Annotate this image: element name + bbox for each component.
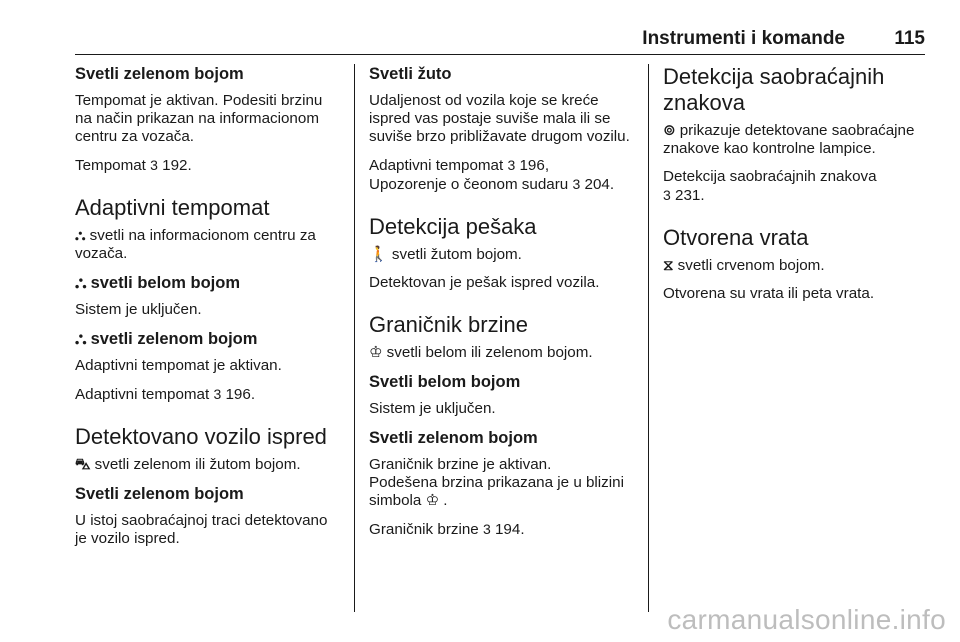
watermark: carmanualsonline.info [667, 604, 946, 635]
paragraph [75, 156, 343, 175]
traffic-sign-icon: ⊚ [663, 122, 676, 139]
text: Tempomat [75, 157, 151, 174]
text: Adaptivni tempomat [75, 386, 214, 403]
paragraph: Detektovan je pešak ispred vozila. [369, 274, 600, 291]
section-title: Otvorena vrata [663, 225, 809, 250]
subheading: Svetli zelenom bojom [369, 429, 538, 447]
section-title: Detekcija pešaka [369, 214, 537, 239]
paragraph: Sistem je uključen. [369, 400, 496, 417]
column-3 [663, 64, 928, 313]
text: Detekcija saobraćajnih znakova [663, 168, 877, 185]
adaptive-cruise-icon: ⛬ [75, 227, 86, 244]
page-ref[interactable]: 194. [494, 521, 525, 538]
paragraph [75, 385, 343, 404]
page-ref[interactable]: 196. [225, 386, 256, 403]
paragraph: Otvorena su vrata ili peta vrata. [663, 285, 875, 302]
adaptive-cruise-icon: ⛬ [75, 330, 87, 348]
paragraph [663, 257, 928, 275]
paragraph: Graničnik brzine je aktivan. Podešena brzina prikazana je u blizini simbola ♔ . [369, 456, 624, 509]
paragraph [75, 227, 343, 263]
text: prikazuje detektovane saobraćajne znakove kao kontrolne lampice. [663, 122, 915, 157]
page-ref[interactable]: 204. [584, 176, 615, 193]
subheading: Svetli zelenom bojom [75, 485, 244, 503]
door-open-icon: ⧖ [663, 257, 674, 274]
page-ref[interactable]: 196, [519, 157, 550, 174]
adaptive-cruise-icon: ⛬ [75, 274, 87, 292]
column-separator [354, 64, 355, 612]
section-title: Detekcija saobraćajnih znakova [663, 64, 885, 115]
paragraph [369, 246, 637, 264]
text: svetli zelenom bojom [90, 330, 258, 348]
page-ref[interactable]: 231. [675, 187, 705, 204]
paragraph: Adaptivni tempomat je aktivan. [75, 357, 282, 374]
pedestrian-icon: 🚶 [369, 246, 388, 263]
subheading [75, 273, 343, 293]
text: svetli belom ili zelenom bojom. [386, 344, 593, 361]
paragraph: Tempomat je aktivan. Podesiti brzinu na način prikazan na informacionom centru za vozača. [75, 92, 323, 145]
page-ref-icon: 3 [572, 176, 581, 192]
speed-limiter-icon: ♔ [425, 492, 440, 509]
vehicle-ahead-icon: ⛍ [75, 456, 91, 473]
page-header [75, 28, 925, 52]
text: svetli na informacionom centru za vozača. [75, 227, 316, 262]
text: svetli crvenom bojom. [677, 257, 825, 274]
subheading: Svetli žuto [369, 65, 452, 83]
text: svetli belom bojom [90, 274, 241, 292]
paragraph [369, 156, 637, 194]
section-title: Graničnik brzine [369, 312, 528, 337]
column-2 [369, 64, 637, 549]
page-ref-icon: 3 [663, 187, 671, 203]
subheading: Svetli zelenom bojom [75, 65, 244, 83]
text: svetli zelenom ili žutom bojom. [94, 456, 301, 473]
column-separator [648, 64, 649, 612]
text: Adaptivni tempomat [369, 157, 508, 174]
page-ref[interactable]: 192. [162, 157, 192, 174]
section-title: Detektovano vozilo ispred [75, 424, 327, 449]
page-ref-icon: 3 [482, 521, 491, 537]
paragraph [369, 520, 637, 539]
paragraph [663, 168, 928, 205]
page-ref-icon: 3 [150, 157, 158, 173]
section-title: Adaptivni tempomat [75, 195, 270, 220]
speed-limiter-icon: ♔ [369, 344, 383, 361]
subheading: Svetli belom bojom [369, 373, 521, 391]
page-ref-icon: 3 [213, 386, 222, 402]
header-rule [75, 54, 925, 55]
page-number: 115 [894, 28, 925, 49]
text: Graničnik brzine je aktivan. [369, 456, 552, 473]
text: Graničnik brzine [369, 521, 483, 538]
paragraph: U istoj saobraćajnoj traci detektovano je vozilo ispred. [75, 512, 328, 547]
paragraph [369, 344, 637, 362]
page-ref-icon: 3 [507, 157, 516, 173]
subheading [75, 329, 343, 349]
paragraph: Sistem je uključen. [75, 301, 202, 318]
paragraph [663, 122, 928, 158]
paragraph [75, 456, 343, 474]
text: svetli žutom bojom. [391, 246, 522, 263]
paragraph: Udaljenost od vozila koje se kreće ispred vas postaje suviše mala ili se suviše brzo približavate drugom vozilu. [369, 92, 630, 145]
text: Podešena brzina prikazana je u blizini simbola [369, 474, 624, 509]
text: Upozorenje o čeonom sudaru [369, 176, 573, 193]
column-1 [75, 64, 343, 558]
page-header-title: Instrumenti i komande [642, 28, 845, 49]
